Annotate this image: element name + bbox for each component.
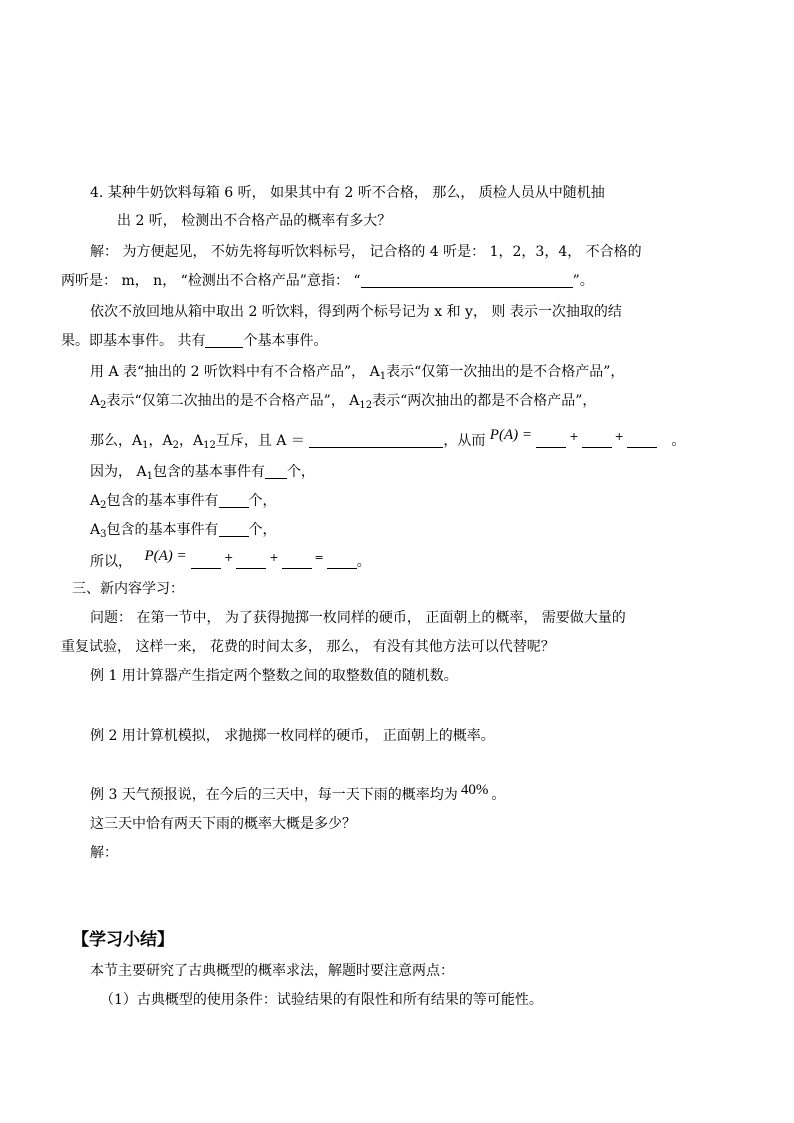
q4-solution-c: 依次不放回地从箱中取出 2 听饮料，得到两个标号记为 x 和 y， 则 表示一次抽取的结 — [90, 304, 622, 320]
q4-line2: 出 2 听， 检测出不合格产品的概率有多大？ — [117, 213, 392, 229]
q4-solution-a: 解： 为方便起见， 不妨先将每听饮料标号， 记合格的 4 听是： 1，2，3，4， 不合格的 — [90, 244, 642, 260]
q4-solution-e-text: 用 A 表“抽出的 2 听饮料中有不合格产品”， A — [90, 364, 380, 380]
q4-solution-i-text: A — [90, 493, 101, 509]
q4-solution-g — [90, 428, 685, 455]
q4-solution-i — [90, 492, 277, 515]
problem-line1: 问题： 在第一节中， 为了获得抛掷一枚同样的硬币， 正面朝上的概率， 需要做大量的 — [90, 610, 626, 626]
plus-sign: + — [269, 551, 279, 564]
q4-solution-g-text3: ，A — [179, 433, 204, 449]
example-3-text: 例 3 天气预报说，在今后的三天中，每一天下雨的概率均为 — [90, 787, 458, 803]
example-2: 例 2 用计算机模拟， 求抛掷一枚同样的硬币， 正面朝上的概率。 — [90, 728, 495, 744]
fill-blank[interactable] — [536, 433, 566, 448]
summary-line1: 本节主要研究了古典概型的概率求法，解题时要注意两点： — [90, 963, 454, 979]
example-3-question: 这三天中恰有两天下雨的概率大概是多少？ — [90, 816, 356, 832]
fill-blank[interactable] — [282, 554, 312, 569]
fill-blank[interactable] — [361, 273, 573, 288]
q4-solution-j-text: A — [90, 522, 101, 538]
q4-solution-i-text3: 个， — [248, 493, 277, 509]
q4-solution-d-text: 果。即基本事件。 共有 — [61, 333, 206, 349]
period: 。 — [356, 554, 371, 570]
plus-sign: + — [614, 430, 624, 443]
problem-line2: 重复试验， 这样一来， 花费的时间太多， 那么， 有没有其他方法可以代替呢？ — [61, 639, 555, 655]
fill-blank[interactable] — [236, 554, 266, 569]
q4-solution-k — [90, 549, 371, 571]
fill-blank[interactable] — [219, 522, 249, 537]
q4-solution-j — [90, 521, 277, 544]
plus-sign: + — [224, 551, 234, 564]
q4-solution-b-end: ”。 — [572, 273, 594, 289]
section-title: 三、新内容学习： — [72, 581, 184, 597]
q4-solution-e-text2: 表示“仅第一次抽出的是不合格产品”， — [386, 364, 625, 380]
period: 。 — [491, 787, 506, 803]
pa-formula: P(A) = — [489, 427, 532, 443]
subscript: 1 — [142, 440, 149, 451]
q4-solution-h-text: 因为， A — [90, 464, 147, 480]
q4-solution-f — [90, 392, 596, 415]
example-1: 例 1 用计算器产生指定两个整数之间的取整数值的随机数。 — [90, 668, 458, 684]
q4-solution-f-text: 表示“仅第二次抽出的是不合格产品”， A — [106, 393, 360, 409]
fill-blank[interactable] — [205, 333, 243, 348]
summary-title: 【学习小结】 — [72, 930, 174, 950]
q4-line1: 4. 某种牛奶饮料每箱 6 听， 如果其中有 2 听不合格， 那么， 质检人员从中随机抽 — [90, 185, 605, 201]
q4-solution-d — [61, 332, 327, 350]
subscript: 1 — [146, 471, 153, 482]
period: 。 — [671, 433, 686, 449]
subscript: 3 — [100, 529, 107, 540]
q4-solution-f-text2: 表示“两次抽出的都是不合格产品”， — [372, 393, 597, 409]
subscript: 1 — [379, 371, 387, 382]
q4-solution-f-a: A — [90, 393, 101, 409]
percent-value: 40% — [460, 782, 489, 798]
summary-line2: （1）古典概型的使用条件：试验结果的有限性和所有结果的等可能性。 — [100, 992, 543, 1008]
pa-formula: P(A) = — [144, 548, 187, 564]
q4-solution-k-text: 所以， — [90, 554, 132, 570]
q4-solution-e — [90, 363, 624, 386]
q4-solution-g-text: 那么，A — [90, 433, 143, 449]
equals-sign: = — [314, 551, 324, 564]
subscript: 2 — [172, 440, 179, 451]
q4-solution-j-text2: 包含的基本事件有 — [106, 522, 219, 538]
q4-solution-h-text3: 个， — [286, 464, 315, 480]
q4-solution-h-text2: 包含的基本事件有 — [152, 464, 265, 480]
example-3-solution: 解： — [90, 845, 118, 861]
q4-solution-j-text3: 个， — [248, 522, 277, 538]
subscript: 12 — [203, 440, 216, 451]
q4-solution-g-text2: ，A — [148, 433, 173, 449]
subscript: 2 — [100, 500, 107, 511]
q4-solution-b — [61, 272, 594, 290]
fill-blank[interactable] — [265, 464, 287, 479]
q4-solution-d-end: 个基本事件。 — [243, 333, 328, 349]
plus-sign: + — [569, 430, 579, 443]
subscript: 12 — [359, 400, 373, 411]
fill-blank[interactable] — [627, 433, 657, 448]
q4-solution-i-text2: 包含的基本事件有 — [106, 493, 219, 509]
fill-blank[interactable] — [582, 433, 612, 448]
q4-solution-g-text4: 互斥，且 A ＝ — [215, 433, 305, 449]
fill-blank[interactable] — [327, 554, 357, 569]
q4-solution-g-text5: ，从而 — [443, 433, 486, 449]
fill-blank[interactable] — [219, 493, 249, 508]
q4-solution-b-text: 两听是： m， n， “检测出不合格产品”意指： “ — [61, 273, 361, 289]
fill-blank[interactable] — [191, 554, 221, 569]
q4-solution-h — [90, 463, 315, 486]
example-3 — [90, 782, 506, 804]
subscript: 2 — [100, 400, 107, 411]
fill-blank[interactable] — [309, 433, 443, 448]
